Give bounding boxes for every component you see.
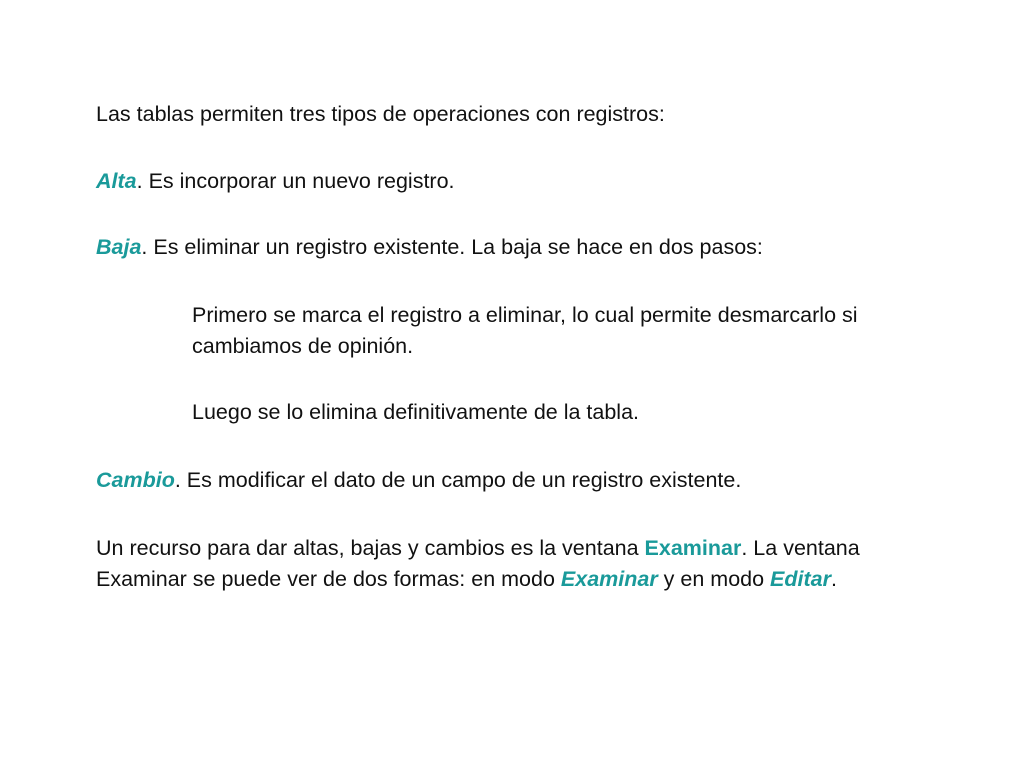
intro-paragraph	[96, 99, 936, 130]
baja-paragraph	[96, 232, 936, 263]
cambio-term: Cambio	[96, 468, 175, 492]
baja-term: Baja	[96, 235, 142, 259]
recurso-text-2: . La ventana Examinar se puede ver de dos formas: en modo	[96, 536, 860, 591]
recurso-paragraph	[96, 533, 936, 595]
cambio-text: . Es modificar el dato de un campo de un registro existente.	[174, 468, 742, 492]
intro-text: Las tablas permiten tres tipos de operaciones con registros:	[96, 102, 665, 126]
baja-step-primero	[192, 300, 892, 362]
baja-text: . Es eliminar un registro existente. La baja se hace en dos pasos:	[141, 235, 763, 259]
alta-text: . Es incorporar un nuevo registro.	[136, 169, 455, 193]
baja-step-luego	[192, 397, 892, 428]
recurso-term-examinar-mode: Examinar	[560, 567, 658, 591]
alta-term: Alta	[96, 169, 137, 193]
recurso-text-4: .	[830, 567, 837, 591]
recurso-term-examinar: Examinar	[644, 536, 742, 560]
baja-step-primero-text: Primero se marca el registro a eliminar, lo cual permite desmarcarlo si cambiamos de opinión.	[192, 303, 858, 358]
recurso-text-1: Un recurso para dar altas, bajas y cambios es la ventana	[96, 536, 645, 560]
alta-paragraph	[96, 166, 936, 197]
baja-step-luego-text: Luego se lo elimina definitivamente de la tabla.	[192, 400, 640, 424]
recurso-term-editar-mode: Editar	[770, 567, 831, 591]
recurso-text-3: y en modo	[657, 567, 771, 591]
cambio-paragraph	[96, 465, 936, 496]
